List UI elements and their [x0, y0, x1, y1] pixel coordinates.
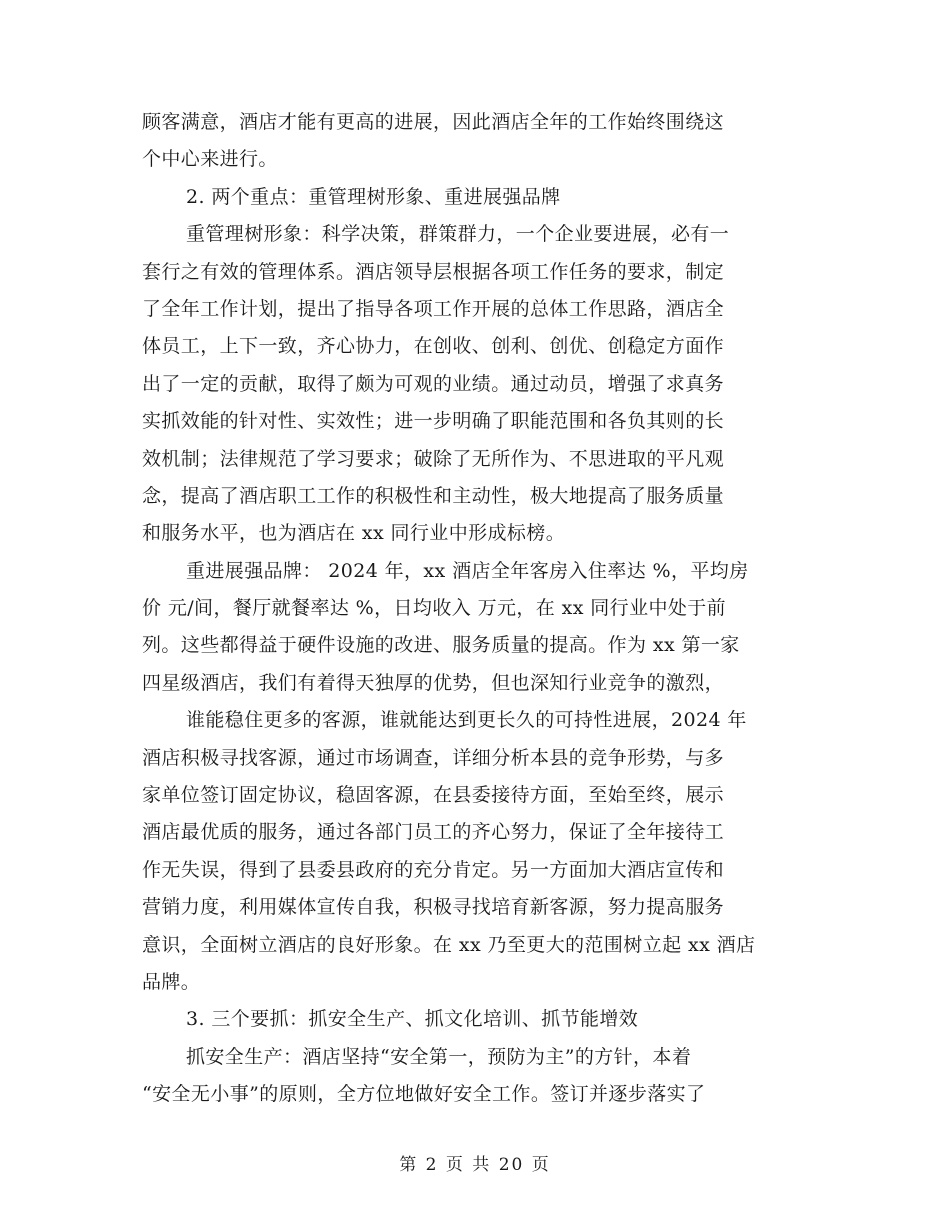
text-line: 作无失误，得到了县委县政府的充分肯定。另一方面加大酒店宣传和	[142, 858, 725, 881]
text-line: 体员工，上下一致，齐心协力，在创收、创利、创优、创稳定方面作	[142, 335, 725, 358]
text-line: 重进展强品牌： 2024 年，xx 酒店全年客房入住率达 %，平均房	[186, 559, 749, 582]
text-line: 念，提高了酒店职工工作的积极性和主动性，极大地提高了服务质量	[142, 484, 725, 507]
text-line: 重管理树形象：科学决策，群策群力，一个企业要进展，必有一	[186, 223, 730, 246]
text-line: 出了一定的贡献，取得了颇为可观的业绩。通过动员，增强了求真务	[142, 372, 725, 395]
text-line: 个中心来进行。	[142, 148, 278, 171]
text-line: 套行之有效的管理体系。酒店领导层根据各项工作任务的要求，制定	[142, 260, 725, 283]
text-line: 价 元/间，餐厅就餐率达 %，日均收入 万元，在 xx 同行业中处于前	[142, 597, 727, 620]
text-line: 家单位签订固定协议，稳固客源，在县委接待方面，至始至终，展示	[142, 784, 725, 807]
text-line: 效机制；法律规范了学习要求；破除了无所作为、不思进取的平凡观	[142, 447, 725, 470]
text-line: 谁能稳住更多的客源，谁就能达到更长久的可持性进展，2024 年	[186, 709, 747, 732]
text-line: 实抓效能的针对性、实效性；进一步明确了职能范围和各负其则的长	[142, 410, 725, 433]
text-line: 意识，全面树立酒店的良好形象。在 xx 乃至更大的范围树立起 xx 酒店	[142, 933, 756, 956]
section-heading: 3. 三个要抓：抓安全生产、抓文化培训、抓节能增效	[186, 1008, 639, 1031]
text-line: 品牌。	[142, 970, 201, 993]
text-line: 和服务水平，也为酒店在 xx 同行业中形成标榜。	[142, 522, 566, 545]
section-heading: 2. 两个重点：重管理树形象、重进展强品牌	[186, 185, 561, 208]
text-line: 酒店积极寻找客源，通过市场调查，详细分析本县的竞争形势，与多	[142, 746, 725, 769]
text-line: 列。这些都得益于硬件设施的改进、服务质量的提高。作为 xx 第一家	[142, 634, 740, 657]
document-body	[142, 104, 822, 1114]
text-line: 四星级酒店，我们有着得天独厚的优势，但也深知行业竞争的激烈，	[142, 671, 725, 694]
text-line: 酒店最优质的服务，通过各部门员工的齐心努力，保证了全年接待工	[142, 821, 725, 844]
text-line: 营销力度，利用媒体宣传自我，积极寻找培育新客源，努力提高服务	[142, 896, 725, 919]
text-line: 顾客满意，酒店才能有更高的进展，因此酒店全年的工作始终围绕这	[142, 111, 725, 133]
text-line: “安全无小事”的原则，全方位地做好安全工作。签订并逐步落实了	[142, 1083, 706, 1106]
page-number: 第 2 页 共 20 页	[399, 1155, 551, 1175]
text-line: 抓安全生产：酒店坚持“安全第一，预防为主”的方针，本着	[186, 1045, 692, 1068]
text-line: 了全年工作计划，提出了指导各项工作开展的总体工作思路，酒店全	[142, 297, 725, 320]
